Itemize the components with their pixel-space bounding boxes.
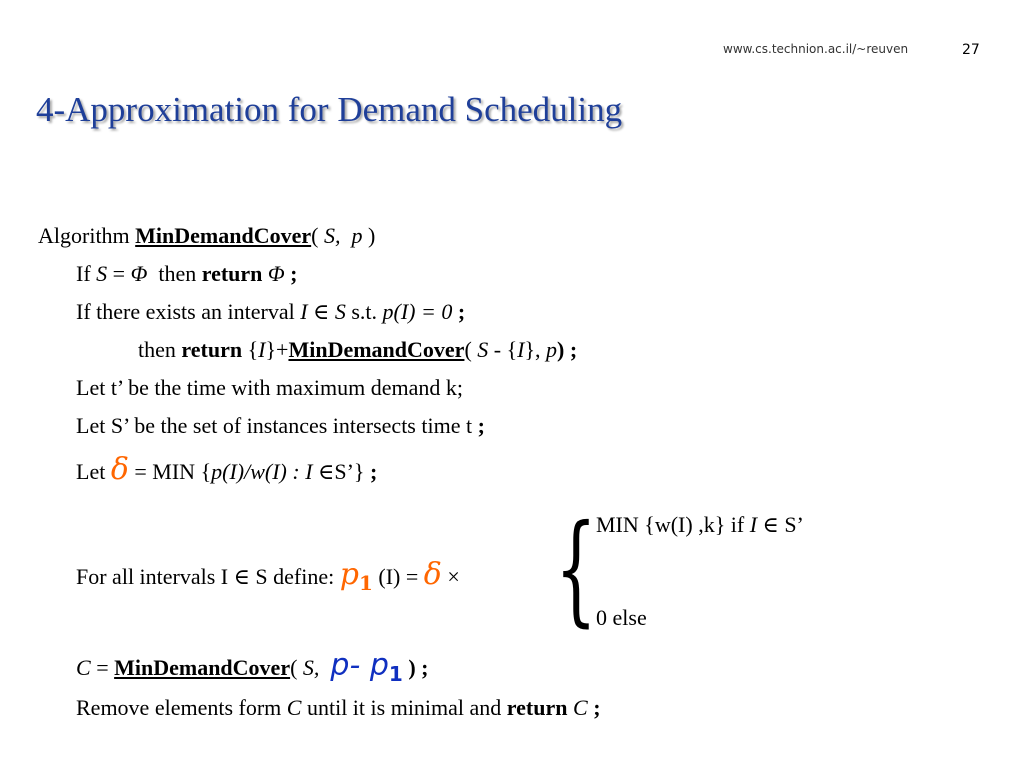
- var-i: I: [517, 337, 525, 362]
- semicolon: ;: [472, 413, 485, 438]
- keyword-return: return: [181, 337, 243, 362]
- algorithm-line-8: [76, 557, 460, 595]
- text: ∈ S’: [757, 512, 804, 537]
- var-c: C: [573, 695, 588, 720]
- text: Algorithm: [38, 223, 136, 248]
- text: S’}: [334, 459, 365, 484]
- element-of-symbol: ∈: [307, 299, 335, 324]
- expression: p(I)/w(I) : I: [211, 459, 319, 484]
- text: = MIN {: [128, 459, 212, 484]
- element-of-symbol: ∈: [318, 459, 335, 484]
- text: - {: [488, 337, 518, 362]
- case-otherwise: 0 else: [596, 605, 647, 630]
- text: (: [290, 655, 303, 680]
- var-i: I: [300, 299, 308, 324]
- var-p: p: [330, 648, 350, 683]
- minus: -: [349, 648, 370, 683]
- function-name: MinDemandCover: [114, 655, 291, 680]
- text: If: [76, 261, 97, 286]
- var-p: p: [351, 223, 363, 248]
- left-brace: {: [555, 500, 597, 639]
- slide-title: 4-Approximation for Demand Scheduling: [36, 90, 623, 129]
- var-s: S,: [302, 655, 320, 680]
- var-s: S: [477, 337, 489, 362]
- algorithm-line-4: [138, 336, 577, 364]
- delta-symbol: δ: [110, 452, 129, 487]
- p1-symbol: [339, 557, 373, 595]
- var-s: S: [96, 261, 108, 286]
- source-url: www.cs.technion.ac.il/~reuven: [723, 42, 909, 56]
- var-p: p: [546, 337, 558, 362]
- var-i: I: [749, 512, 758, 537]
- delta-symbol: δ: [423, 557, 442, 592]
- algorithm-line-7: [76, 452, 378, 487]
- var-s: S: [334, 299, 346, 324]
- text: ): [362, 223, 376, 248]
- var-i: I: [258, 337, 266, 362]
- text: then: [138, 337, 182, 362]
- algorithm-line-5: Let t’ be the time with maximum demand k;: [76, 375, 463, 400]
- text: If there exists an interval: [76, 299, 301, 324]
- semicolon: ;: [284, 261, 298, 286]
- text: s.t.: [345, 299, 383, 324]
- semicolon: ) ;: [557, 337, 578, 362]
- p-letter: p: [369, 648, 389, 683]
- text: Let: [76, 459, 111, 484]
- text: (: [464, 337, 478, 362]
- text: {: [242, 337, 259, 362]
- keyword-return: return: [506, 695, 568, 720]
- var-c: C: [76, 655, 91, 680]
- algorithm-line-10: [76, 694, 601, 722]
- algorithm-line-2: [76, 260, 298, 288]
- text: Remove elements form: [76, 695, 287, 720]
- text: until it is minimal and: [301, 695, 507, 720]
- case-member: [596, 511, 804, 539]
- text: MIN {w(I) ,k} if: [596, 512, 750, 537]
- p1-symbol: [369, 648, 403, 686]
- semicolon: ) ;: [402, 655, 429, 680]
- semicolon: ;: [452, 299, 466, 324]
- phi-symbol: Φ: [267, 261, 285, 286]
- semicolon: ;: [587, 695, 601, 720]
- subscript: 1: [388, 662, 403, 686]
- keyword-return: return: [201, 261, 263, 286]
- text: then: [152, 261, 202, 286]
- p-letter: p: [339, 557, 359, 592]
- var-c: C: [286, 695, 302, 720]
- semicolon: ;: [364, 459, 378, 484]
- var-s: S,: [323, 223, 341, 248]
- text: =: [90, 655, 115, 680]
- subscript: 1: [358, 571, 373, 595]
- text: }+: [265, 337, 289, 362]
- algorithm-line-9: [76, 648, 429, 686]
- text: (: [311, 223, 324, 248]
- function-name: MinDemandCover: [288, 337, 465, 362]
- times-symbol: ×: [441, 564, 460, 589]
- text: (I) =: [372, 564, 424, 589]
- function-name: MinDemandCover: [135, 223, 312, 248]
- phi-symbol: Φ: [130, 261, 148, 286]
- algorithm-line-3: [76, 298, 465, 326]
- text: =: [107, 261, 131, 286]
- condition: p(I) = 0: [382, 299, 453, 324]
- text: For all intervals I ∈ S define:: [76, 564, 340, 589]
- algorithm-signature: [38, 222, 375, 250]
- text: },: [524, 337, 547, 362]
- text: Let S’ be the set of instances intersects time t: [76, 413, 473, 438]
- algorithm-line-6: [76, 412, 485, 440]
- page-number: 27: [962, 42, 980, 58]
